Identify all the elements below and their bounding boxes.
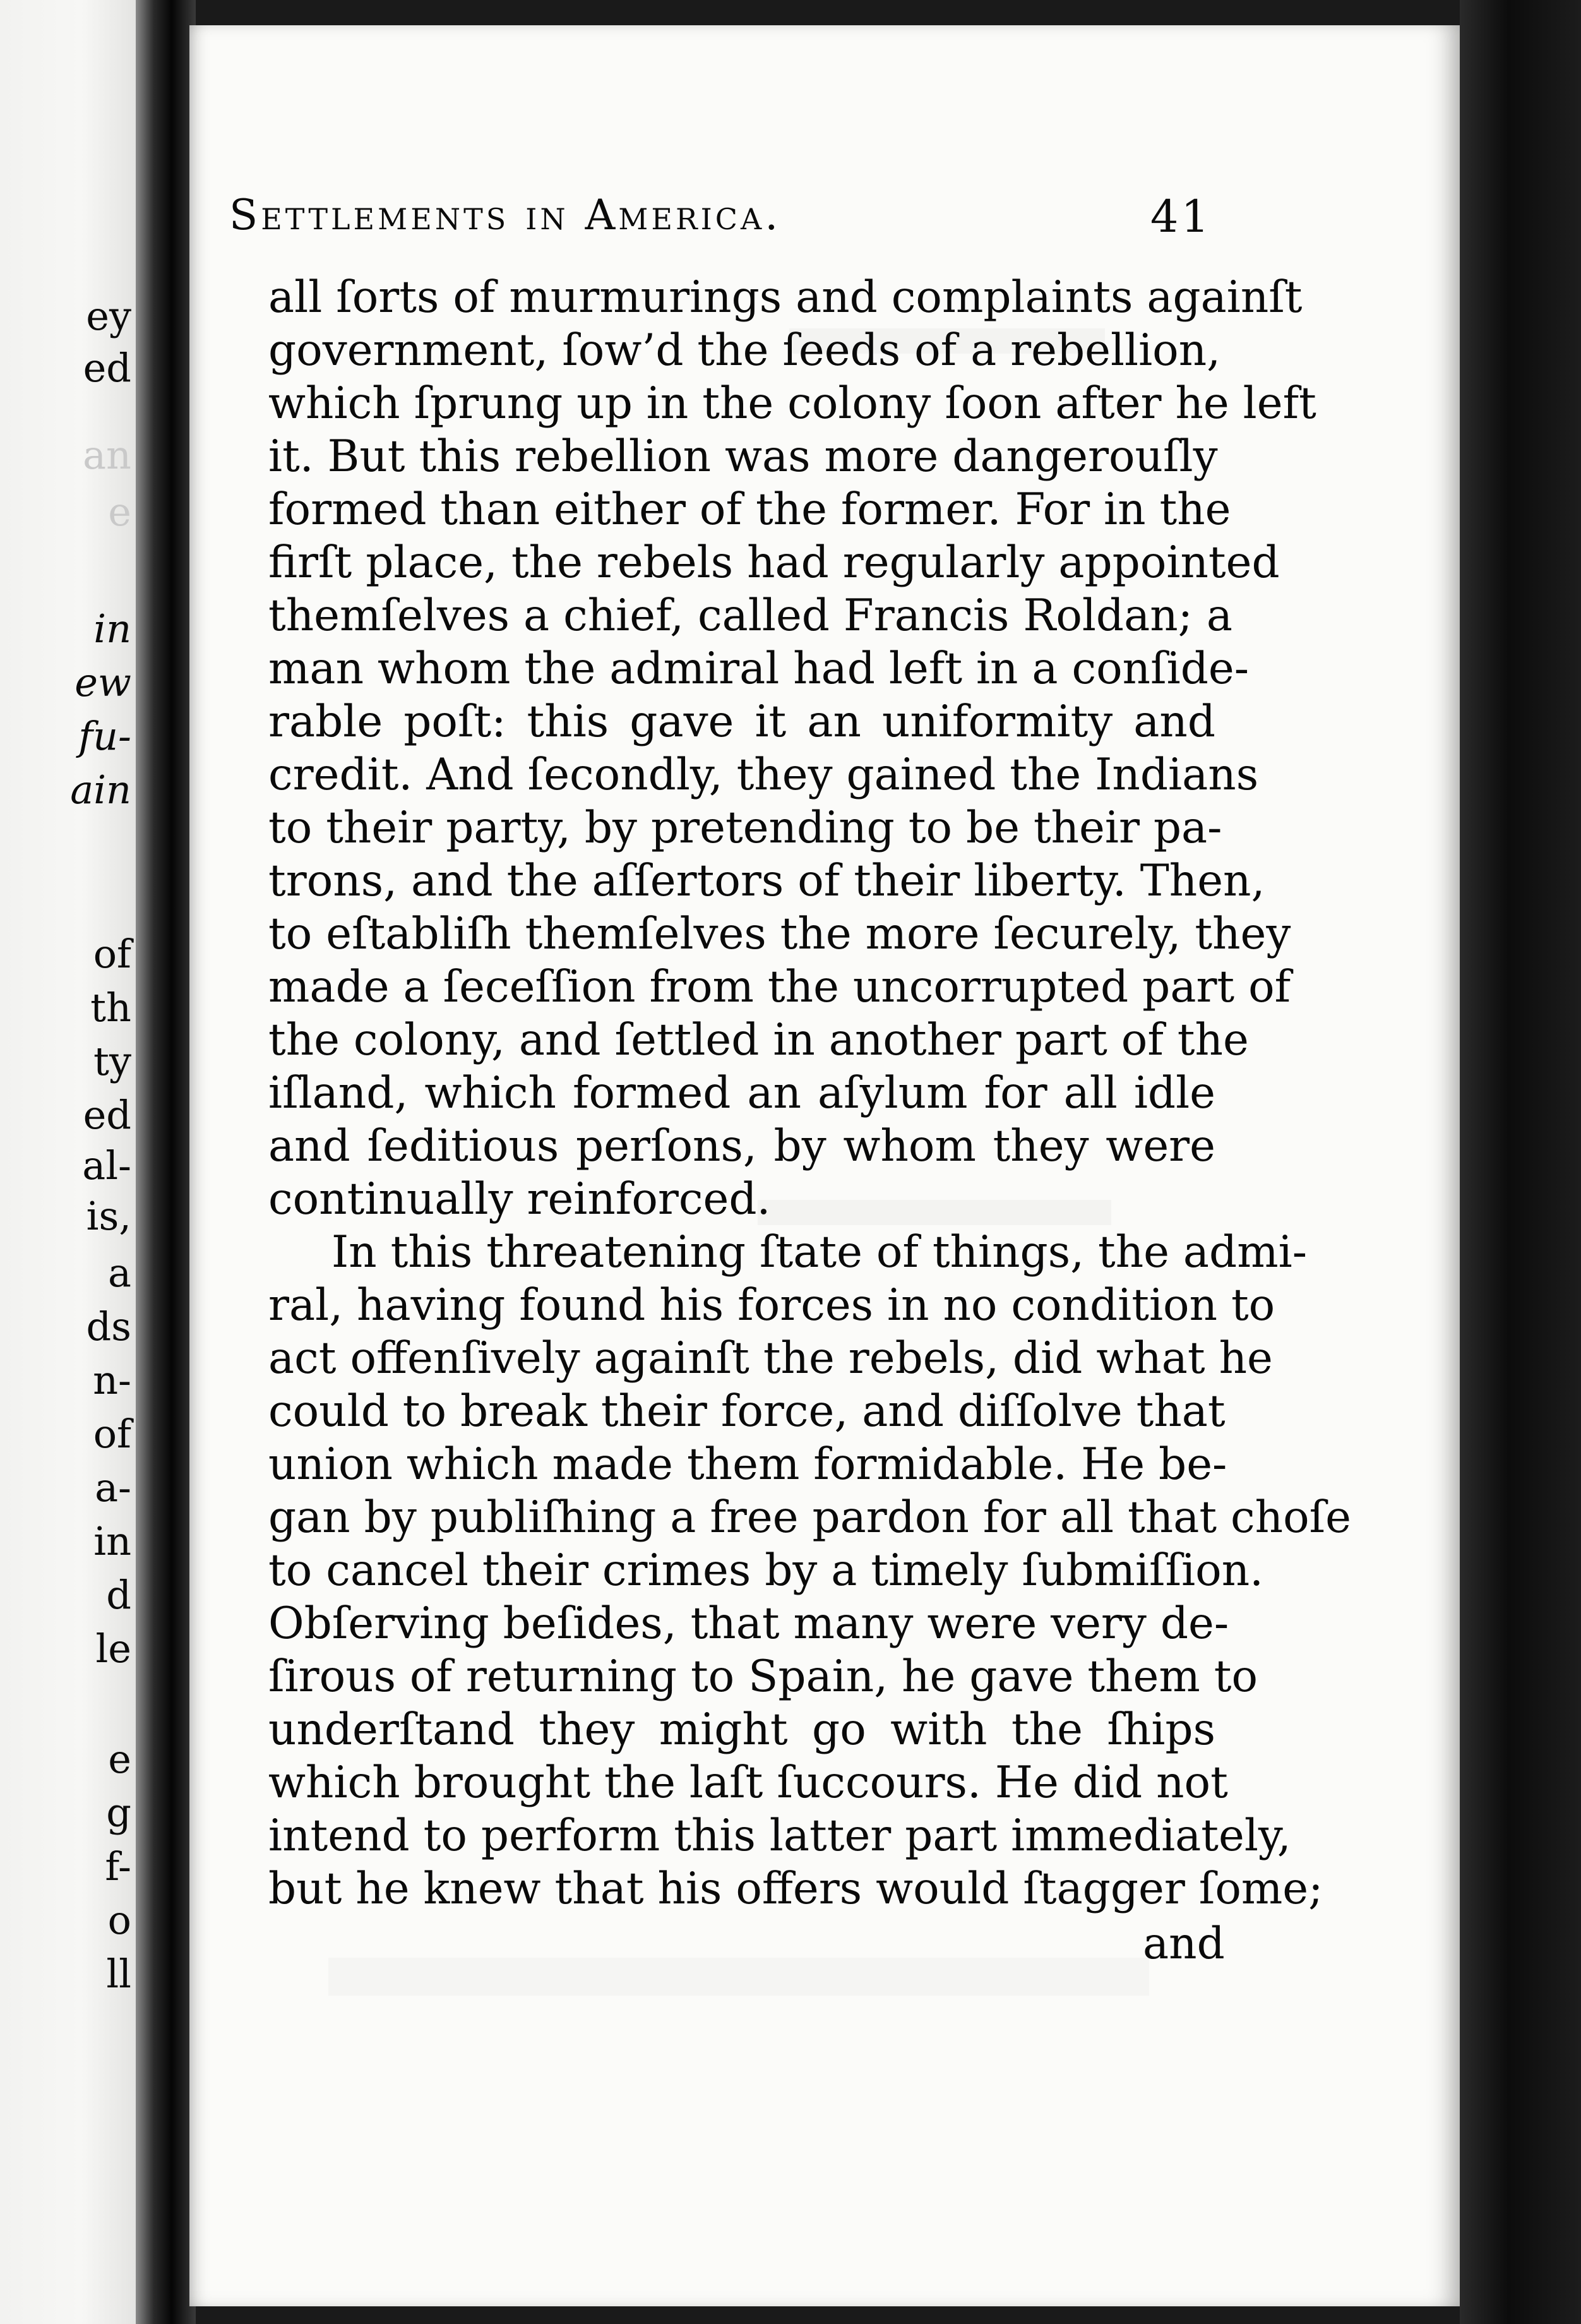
previous-page-fragment: ain [70, 767, 131, 813]
previous-page-fragment: e [108, 1736, 131, 1782]
previous-page-fragment: o [107, 1897, 131, 1943]
text-line: but he knew that his offers would ſtagger ſome; [268, 1864, 1323, 1914]
previous-page-fragment: th [90, 985, 131, 1031]
text-line: union which made them formidable. He be- [268, 1439, 1227, 1490]
text-line: Obſerving beſides, that many were very de- [268, 1598, 1229, 1649]
running-head [229, 191, 1212, 260]
text-line: intend to perform this latter part immediately, [268, 1811, 1291, 1861]
text-line: and ſeditious perſons, by whom they were [268, 1121, 1215, 1171]
previous-page-fragment: ds [86, 1303, 131, 1350]
previous-page-fragment: a [108, 1250, 131, 1296]
text-line: rable poſt: this gave it an uniformity and [268, 697, 1215, 747]
text-line: gan by publiſhing a free pardon for all that choſe [268, 1492, 1351, 1543]
previous-page-fragment: al- [82, 1142, 131, 1189]
text-line: government, ſow’d the ſeeds of a rebellion, [268, 325, 1221, 376]
previous-page-fragment: le [95, 1626, 131, 1672]
text-line: which brought the laſt ſuccours. He did not [268, 1758, 1228, 1808]
text-line: firſt place, the rebels had regularly appointed [268, 537, 1280, 588]
previous-page-fragment: in [93, 1518, 131, 1564]
text-line: ſirous of returning to Spain, he gave them to [268, 1651, 1258, 1702]
text-line: made a ſeceſſion from the uncorrupted part of [268, 962, 1291, 1012]
previous-page-fragment: e [108, 489, 131, 535]
text-line: to cancel their crimes by a timely ſubmiſſion. [268, 1545, 1264, 1596]
running-title: Settlements in America. [229, 191, 782, 239]
previous-page-fragment: n- [93, 1357, 131, 1403]
text-line: ral, having found his forces in no condition to [268, 1280, 1275, 1331]
text-line: it. But this rebellion was more dangerouſly [268, 431, 1218, 482]
previous-page-fragment: ey [86, 293, 131, 339]
text-line: all ſorts of murmurings and complaints againſt [268, 272, 1303, 323]
previous-page-fragment: an [83, 432, 131, 478]
previous-page-fragment: of [93, 931, 131, 977]
book-gutter [136, 0, 196, 2324]
text-line: act offenſively againſt the rebels, did what he [268, 1333, 1273, 1384]
previous-page-fragment: g [106, 1790, 131, 1836]
previous-page-fragment: ty [93, 1038, 131, 1084]
text-line: to eſtabliſh themſelves the more ſecurely, they [268, 909, 1291, 959]
previous-page-fragment: ew [75, 659, 131, 705]
previous-page-fragment: f- [105, 1843, 131, 1890]
text-line: which ſprung up in the colony ſoon after he left [268, 378, 1316, 429]
text-line: In this threatening ſtate of things, the admi- [331, 1227, 1308, 1278]
page-number: 41 [1150, 191, 1212, 243]
text-line: continually reinforced. [268, 1174, 771, 1225]
text-line: to their party, by pretending to be their pa- [268, 803, 1222, 853]
text-line: could to break their force, and diſſolve that [268, 1386, 1226, 1437]
previous-page-fragment: fu- [78, 713, 131, 759]
previous-page-edge [0, 0, 136, 2324]
previous-page-fragment: of [93, 1411, 131, 1457]
text-line: credit. And ſecondly, they gained the Indians [268, 750, 1259, 800]
text-line: man whom the admiral had left in a conſide- [268, 644, 1250, 694]
previous-page-fragment: is, [86, 1193, 131, 1239]
text-line: themſelves a chief, called Francis Roldan; a [268, 590, 1232, 641]
text-line: trons, and the aſſertors of their liberty. Then, [268, 856, 1265, 906]
text-line: underſtand they might go with the ſhips [268, 1704, 1215, 1755]
previous-page-fragment: ll [106, 1951, 131, 1997]
previous-page-fragment: a- [95, 1464, 131, 1511]
text-line: iſland, which formed an aſylum for all idle [268, 1068, 1215, 1118]
text-line: formed than either of the former. For in the [268, 484, 1231, 535]
catchword: and [1143, 1919, 1225, 1969]
page-edge-shadow [1460, 0, 1581, 2324]
previous-page-fragment: in [93, 606, 131, 652]
previous-page-fragment: ed [83, 1092, 131, 1138]
previous-page-fragment: ed [83, 345, 131, 391]
show-through-mark [328, 1958, 1149, 1996]
previous-page-fragment: d [106, 1572, 131, 1618]
text-line: the colony, and ſettled in another part of the [268, 1015, 1249, 1065]
